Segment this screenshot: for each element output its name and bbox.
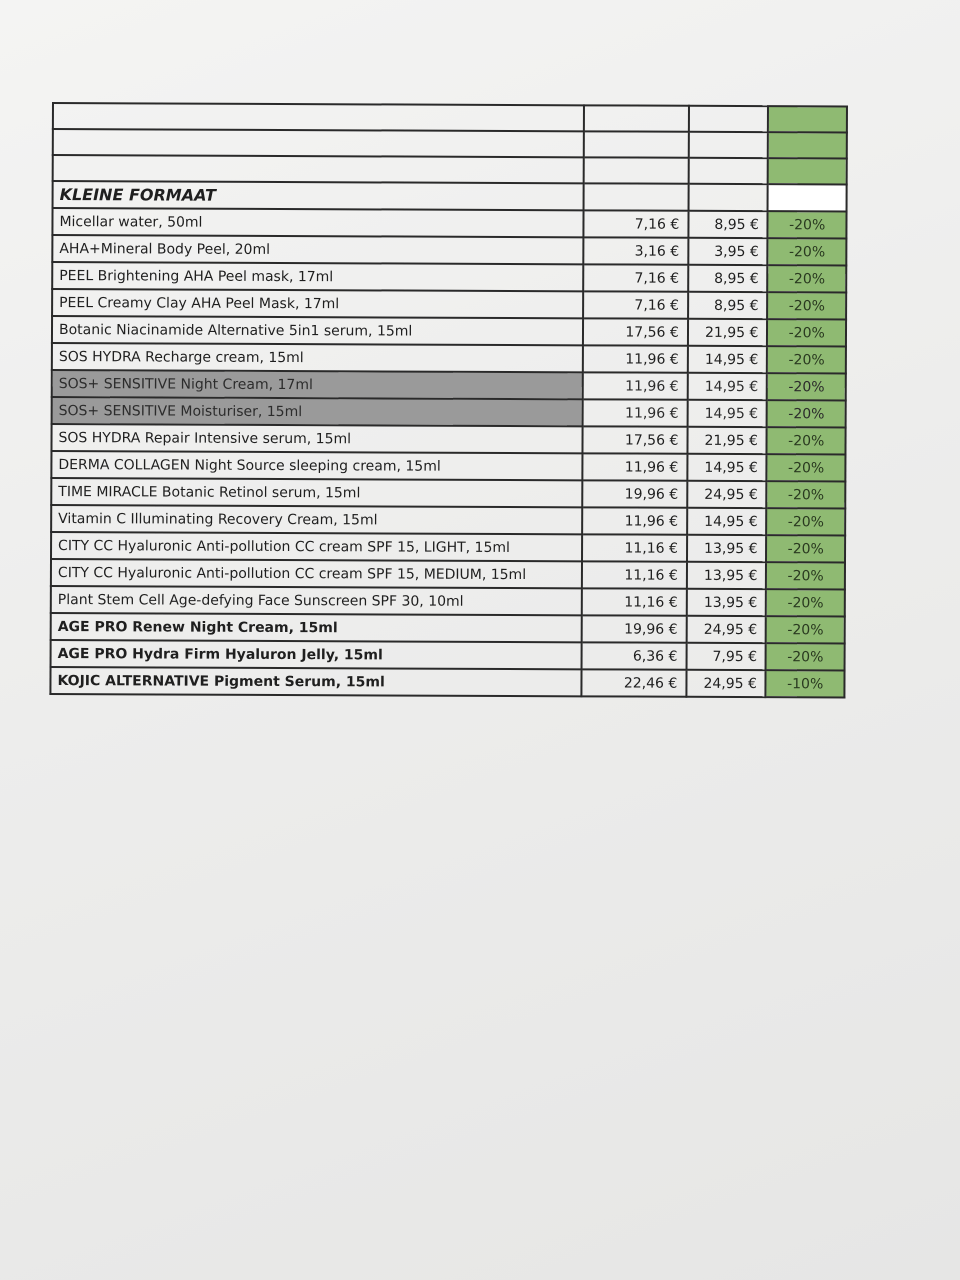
blank-row (53, 129, 847, 158)
empty-cell (688, 158, 768, 184)
product-rows (50, 208, 846, 697)
discount-cell (768, 158, 847, 184)
discount-value: -20% (767, 373, 846, 400)
product-row (51, 640, 845, 670)
product-row (51, 559, 845, 589)
empty-cell (53, 155, 585, 183)
discount-value: -20% (767, 481, 846, 508)
product-name: Micellar water, 50ml (52, 208, 584, 237)
sale-price: 3,16 € (584, 237, 688, 264)
product-row (51, 478, 845, 508)
discount-value: -20% (767, 346, 846, 373)
regular-price: 14,95 € (687, 508, 767, 535)
discount-cell (768, 132, 847, 158)
discount-value: -20% (768, 265, 847, 292)
discount-value: -20% (766, 616, 845, 643)
regular-price: 21,95 € (687, 427, 767, 454)
regular-price: 13,95 € (687, 535, 767, 562)
discount-value: -20% (766, 643, 845, 670)
product-name: CITY CC Hyaluronic Anti-pollution CC cream SPF 15, MEDIUM, 15ml (51, 559, 583, 588)
sale-price: 11,16 € (582, 534, 686, 561)
section-header-row (53, 181, 847, 211)
regular-price: 24,95 € (686, 616, 766, 643)
empty-cell (584, 157, 688, 183)
product-name: SOS+ SENSITIVE Moisturiser, 15ml (52, 397, 584, 426)
regular-price: 8,95 € (688, 292, 768, 319)
discount-value: -20% (768, 292, 847, 319)
empty-cell (584, 105, 688, 131)
sale-price: 11,96 € (583, 345, 687, 372)
empty-cell (688, 184, 768, 211)
regular-price: 14,95 € (687, 400, 767, 427)
empty-cell (689, 106, 769, 132)
product-row (51, 532, 845, 562)
product-row (50, 667, 844, 697)
discount-value: -20% (767, 319, 846, 346)
regular-price: 8,95 € (688, 265, 768, 292)
product-row (52, 289, 846, 319)
product-name: TIME MIRACLE Botanic Retinol serum, 15ml (51, 478, 583, 507)
product-name: SOS HYDRA Repair Intensive serum, 15ml (51, 424, 583, 453)
regular-price: 14,95 € (687, 454, 767, 481)
sale-price: 11,16 € (582, 561, 686, 588)
discount-value: -20% (767, 400, 846, 427)
regular-price: 8,95 € (688, 211, 768, 238)
blank-row (53, 155, 847, 184)
sale-price: 7,16 € (584, 264, 688, 291)
sale-price: 17,56 € (583, 426, 687, 453)
sale-price: 11,16 € (582, 588, 686, 615)
product-row (52, 262, 846, 292)
product-name: CITY CC Hyaluronic Anti-pollution CC cream SPF 15, LIGHT, 15ml (51, 532, 583, 561)
sale-price: 6,36 € (582, 642, 686, 669)
discount-value: -20% (766, 535, 845, 562)
product-name: AGE PRO Renew Night Cream, 15ml (51, 613, 583, 642)
product-row (51, 505, 845, 535)
product-row (52, 370, 846, 400)
product-name: PEEL Creamy Clay AHA Peel Mask, 17ml (52, 289, 584, 318)
discount-value: -20% (768, 238, 847, 265)
product-name: Botanic Niacinamide Alternative 5in1 serum, 15ml (52, 316, 584, 345)
product-name: Vitamin C Illuminating Recovery Cream, 15ml (51, 505, 583, 534)
discount-value: -20% (766, 589, 845, 616)
empty-cell (53, 103, 585, 131)
discount-value: -20% (766, 562, 845, 589)
discount-cell (768, 106, 847, 132)
regular-price: 24,95 € (686, 670, 766, 697)
regular-price: 14,95 € (688, 346, 768, 373)
discount-value: -20% (768, 211, 847, 238)
product-name: AHA+Mineral Body Peel, 20ml (52, 235, 584, 264)
regular-price: 21,95 € (688, 319, 768, 346)
product-name: PEEL Brightening AHA Peel mask, 17ml (52, 262, 584, 291)
product-name: SOS HYDRA Recharge cream, 15ml (52, 343, 584, 372)
product-row (52, 208, 846, 238)
section-title: KLEINE FORMAAT (53, 181, 585, 210)
blank-row (53, 103, 847, 132)
product-row (52, 343, 846, 373)
sale-price: 17,56 € (583, 318, 687, 345)
sale-price: 11,96 € (583, 453, 687, 480)
sale-price: 11,96 € (583, 507, 687, 534)
empty-cell (584, 183, 688, 210)
product-name: KOJIC ALTERNATIVE Pigment Serum, 15ml (50, 667, 582, 696)
product-row (52, 235, 846, 265)
regular-price: 3,95 € (688, 238, 768, 265)
sale-price: 22,46 € (582, 669, 686, 696)
empty-cell (768, 184, 847, 211)
regular-price: 7,95 € (686, 643, 766, 670)
sale-price: 19,96 € (583, 480, 687, 507)
product-name: DERMA COLLAGEN Night Source sleeping cream, 15ml (51, 451, 583, 480)
discount-value: -20% (767, 427, 846, 454)
price-table (49, 102, 848, 698)
product-name: AGE PRO Hydra Firm Hyaluron Jelly, 15ml (51, 640, 583, 669)
product-row (52, 316, 846, 346)
regular-price: 24,95 € (687, 481, 767, 508)
discount-value: -20% (767, 508, 846, 535)
sale-price: 19,96 € (582, 615, 686, 642)
product-row (51, 451, 845, 481)
sale-price: 7,16 € (584, 291, 688, 318)
product-row (51, 586, 845, 616)
empty-cell (53, 129, 585, 157)
discount-value: -20% (767, 454, 846, 481)
empty-cell (689, 132, 769, 158)
regular-price: 13,95 € (687, 589, 767, 616)
sale-price: 11,96 € (583, 372, 687, 399)
regular-price: 13,95 € (687, 562, 767, 589)
product-name: Plant Stem Cell Age-defying Face Sunscreen SPF 30, 10ml (51, 586, 583, 615)
empty-cell (584, 131, 688, 157)
product-name: SOS+ SENSITIVE Night Cream, 17ml (52, 370, 584, 399)
product-row (52, 397, 846, 427)
regular-price: 14,95 € (688, 373, 768, 400)
sale-price: 7,16 € (584, 210, 688, 237)
product-row (51, 613, 845, 643)
sale-price: 11,96 € (583, 399, 687, 426)
discount-value: -10% (766, 670, 845, 697)
product-row (51, 424, 845, 454)
